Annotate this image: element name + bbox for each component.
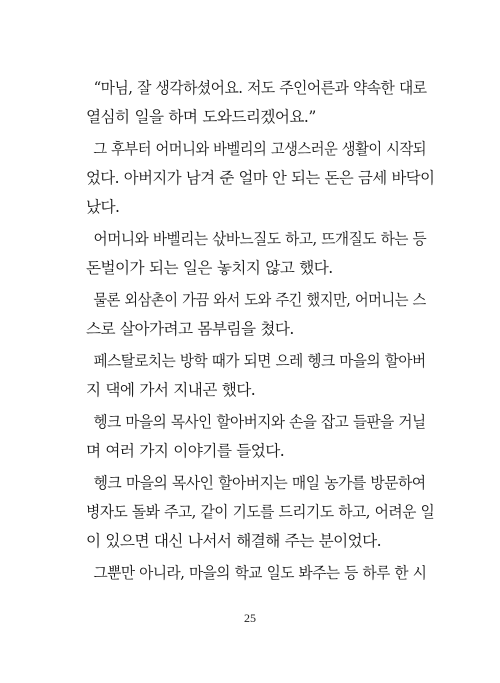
text-line: 헹크 마을의 목사인 할아버지는 매일 농가를 방문하여	[93, 474, 426, 492]
text-line: 돈벌이가 되는 일은 놓치지 않고 했다.	[86, 259, 333, 277]
text-line: 이 있으면 대신 나서서 해결해 주는 분이었다.	[86, 532, 382, 550]
paragraph	[86, 469, 434, 556]
page-number: 25	[244, 611, 256, 625]
text-line: 물론 외삼촌이 가끔 와서 도와 주긴 했지만, 어머니는 스	[93, 291, 426, 309]
paragraph	[86, 408, 434, 466]
text-line: 며 여러 가지 이야기를 들었다.	[86, 442, 285, 460]
text-line: 어머니와 바벨리는 삯바느질도 하고, 뜨개질도 하는 등	[93, 230, 427, 248]
text-line: 그 후부터 어머니와 바벨리의 고생스러운 생활이 시작되	[93, 140, 427, 158]
text-line: 었다. 아버지가 남겨 준 얼마 안 되는 돈은 금세 바닥이	[86, 169, 435, 187]
text-line: 열심히 일을 하며 도와드리겠어요.”	[86, 108, 316, 126]
text-line: 헹크 마을의 목사인 할아버지와 손을 잡고 들판을 거닐	[93, 413, 426, 431]
paragraph	[86, 286, 434, 344]
text-line: 스로 살아가려고 몸부림을 쳤다.	[86, 320, 294, 338]
body-text	[86, 74, 434, 588]
text-line: 지 댁에 가서 지내곤 했다.	[86, 381, 256, 399]
text-line: 페스탈로치는 방학 때가 되면 으레 헹크 마을의 할아버	[93, 352, 426, 370]
text-line: 났다.	[86, 198, 120, 216]
paragraph	[86, 559, 434, 588]
paragraph	[86, 74, 434, 132]
text-line: 그뿐만 아니라, 마을의 학교 일도 봐주는 등 하루 한 시	[93, 564, 427, 582]
text-line: “마님, 잘 생각하셨어요. 저도 주인어른과 약속한 대로	[93, 79, 427, 97]
paragraph	[86, 135, 434, 222]
text-line: 병자도 돌봐 주고, 같이 기도를 드리기도 하고, 어려운 일	[86, 503, 435, 521]
paragraph	[86, 225, 434, 283]
paragraph	[86, 347, 434, 405]
